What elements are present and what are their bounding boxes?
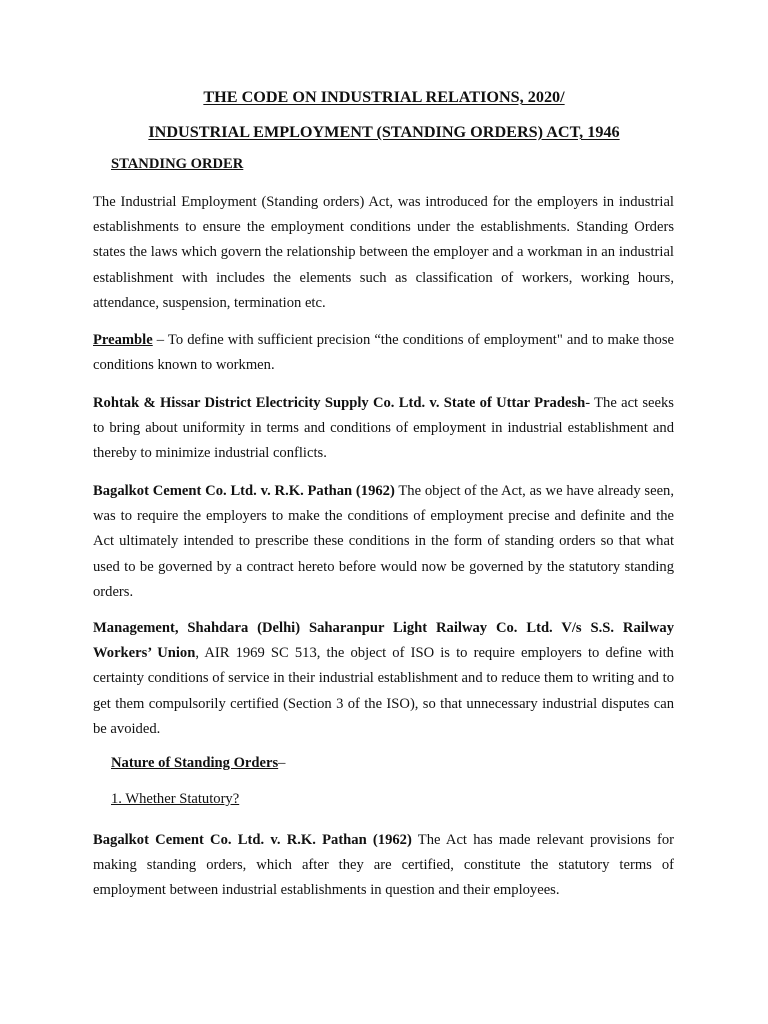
case-text-rohtak: - The act seeks to bring about uniformity in terms and conditions of employment in industrial establishment and thereby to minimize industrial conflicts. <box>93 395 674 462</box>
heading-standing-order: STANDING ORDER <box>111 156 244 172</box>
case-text-shahdara: , AIR 1969 SC 513, the object of ISO is to require employers to define with certainty conditions of service in their industrial establishment and to reduce them to writing and to get them compulsorily certified (Section 3 of the ISO), so that unnecessary industrial disputes can be avoided. <box>93 645 674 737</box>
case-name-bagalkot-1: Bagalkot Cement Co. Ltd. v. R.K. Pathan (1962) <box>93 483 395 499</box>
paragraph-preamble <box>93 328 674 378</box>
nature-heading-suffix: – <box>278 755 286 771</box>
case-text-bagalkot-1: The object of the Act, as we have already seen, was to require the employers to make the conditions of employment precise and definite and the Act ultimately intended to prescribe these conditions in the form of standing orders so that what used to be governed by a contract hereto before would now be governed by the statutory standing orders. <box>93 483 674 600</box>
case-name-shahdara: Management, Shahdara (Delhi) Saharanpur Light Railway Co. Ltd. V/s S.S. Railway Workers’ Union <box>93 620 674 662</box>
document-title-line-2: INDUSTRIAL EMPLOYMENT (STANDING ORDERS) ACT, 1946 <box>148 123 620 141</box>
nature-heading-label: Nature of Standing Orders <box>111 755 279 771</box>
case-name-rohtak: Rohtak & Hissar District Electricity Supply Co. Ltd. v. State of Uttar Pradesh <box>93 395 586 411</box>
paragraph-case-shahdara <box>93 616 674 742</box>
case-text-bagalkot-2: The Act has made relevant provisions for making standing orders, which after they are certified, constitute the statutory terms of employment between industrial establishments in question and their employees. <box>93 832 674 899</box>
paragraph-case-bagalkot-2 <box>93 828 674 904</box>
subheading-whether-statutory <box>111 791 239 808</box>
whether-statutory-label: 1. Whether Statutory? <box>111 791 240 807</box>
paragraph-intro: The Industrial Employment (Standing orders) Act, was introduced for the employers in industrial establishments to ensure the employment conditions under the establishments. Standing Orders states the laws which govern the relationship between the employer and a workman in an industrial establishment with includes the elements such as classification of workers, working hours, attendance, suspension, termination etc. <box>93 194 674 311</box>
preamble-label: Preamble <box>93 332 153 348</box>
paragraph-case-rohtak <box>93 391 674 467</box>
case-name-bagalkot-2: Bagalkot Cement Co. Ltd. v. R.K. Pathan (1962) <box>93 832 412 848</box>
preamble-text: – To define with sufficient precision “the conditions of employment" and to make those conditions known to workmen. <box>93 332 674 374</box>
heading-nature-of-standing-orders <box>111 755 285 772</box>
document-title-line-1: THE CODE ON INDUSTRIAL RELATIONS, 2020/ <box>203 88 565 106</box>
paragraph-case-bagalkot-1 <box>93 479 674 605</box>
